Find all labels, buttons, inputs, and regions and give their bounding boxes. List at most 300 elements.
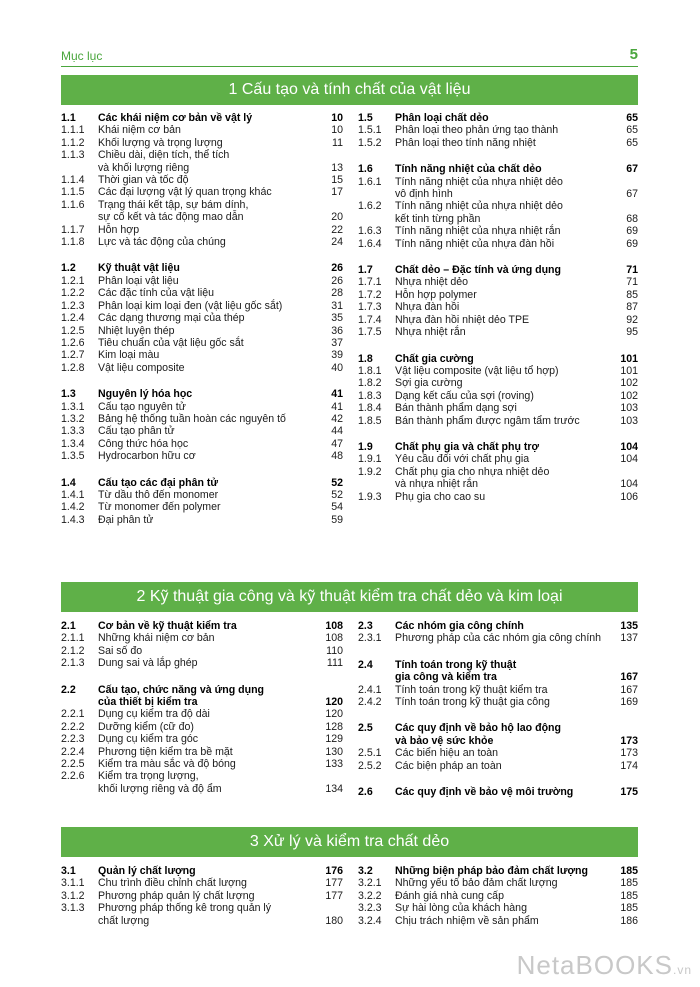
toc-entry-number: 1.7.2 bbox=[358, 288, 382, 301]
toc-entry-page: 67 bbox=[626, 163, 638, 176]
toc-entry bbox=[358, 453, 638, 465]
toc-entry-title: Phương pháp thống kê trong quản lý bbox=[98, 902, 272, 915]
section-3-left-column bbox=[61, 865, 343, 941]
toc-entry-page bbox=[604, 200, 638, 212]
toc-entry-number bbox=[358, 735, 395, 747]
toc-entry-number: 1.9 bbox=[358, 440, 373, 453]
toc-entry-title: Bán thành phẩm được ngâm tẩm trước bbox=[395, 414, 580, 427]
toc-group bbox=[358, 620, 638, 645]
toc-entry-page: 22 bbox=[331, 223, 343, 236]
toc-entry-page: 69 bbox=[626, 225, 638, 238]
toc-entry bbox=[61, 645, 343, 657]
toc-entry-page: 185 bbox=[620, 865, 638, 877]
toc-chapter-heading bbox=[358, 264, 638, 276]
toc-entry bbox=[358, 326, 638, 338]
toc-entry-number: 1.1.4 bbox=[61, 174, 85, 187]
toc-entry-title: Nguyên lý hóa học bbox=[98, 388, 193, 401]
toc-entry-number: 2.2.1 bbox=[61, 708, 85, 721]
toc-entry bbox=[61, 770, 343, 782]
toc-entry-page: 108 bbox=[325, 632, 343, 645]
section-3-banner: 3 Xử lý và kiểm tra chất dẻo bbox=[61, 827, 638, 857]
toc-entry-page: 87 bbox=[626, 301, 638, 314]
toc-entry-number: 2.2.6 bbox=[61, 770, 85, 783]
toc-entry-number: 3.1 bbox=[61, 865, 76, 877]
toc-entry bbox=[61, 325, 343, 337]
toc-entry-number: 1.1.6 bbox=[61, 198, 85, 211]
toc-entry-number bbox=[61, 211, 98, 223]
toc-entry-page: 120 bbox=[325, 708, 343, 721]
toc-entry-page: 65 bbox=[626, 112, 638, 124]
toc-entry-number: 3.2 bbox=[358, 865, 373, 877]
toc-group bbox=[358, 353, 638, 427]
toc-entry-page: 185 bbox=[620, 889, 638, 902]
toc-entry-title: Dạng kết cấu của sợi (roving) bbox=[395, 389, 534, 402]
toc-entry-number: 1.5.1 bbox=[358, 124, 382, 137]
toc-entry-page: 85 bbox=[626, 288, 638, 301]
toc-group bbox=[61, 112, 343, 248]
toc-entry-number: 1.6.4 bbox=[358, 237, 382, 250]
toc-entry bbox=[61, 236, 343, 248]
toc-group bbox=[61, 477, 343, 527]
toc-entry-number bbox=[358, 671, 395, 683]
toc-entry-title: Tính toán trong kỹ thuật gia công bbox=[395, 696, 550, 709]
toc-entry-title: Phân loại vật liệu bbox=[98, 274, 179, 287]
toc-entry-title: Sợi gia cường bbox=[395, 377, 463, 390]
toc-entry bbox=[358, 632, 638, 644]
toc-entry bbox=[358, 478, 638, 490]
section-2-banner: 2 Kỹ thuật gia công và kỹ thuật kiểm tra chất dẻo và kim loại bbox=[61, 582, 638, 612]
toc-entry-title: chất lượng bbox=[98, 914, 150, 927]
toc-entry-number: 1.7.5 bbox=[358, 326, 382, 339]
toc-entry-number bbox=[358, 213, 395, 225]
toc-entry-number: 1.3.2 bbox=[61, 412, 85, 425]
toc-entry-title: Các quy định về bảo hộ lao động bbox=[395, 722, 561, 735]
toc-entry-number: 1.7.1 bbox=[358, 276, 382, 289]
toc-entry-number: 1.6.3 bbox=[358, 225, 382, 238]
toc-entry bbox=[61, 514, 343, 526]
toc-entry-number: 1.4.2 bbox=[61, 501, 85, 514]
toc-entry-title: Cấu tạo phân tử bbox=[98, 425, 175, 438]
toc-entry-number: 1.7.4 bbox=[358, 313, 382, 326]
toc-entry-title: Phân loại chất dẻo bbox=[395, 112, 489, 124]
toc-entry-page: 10 bbox=[331, 112, 343, 124]
toc-entry-page bbox=[309, 199, 343, 211]
toc-entry-page: 111 bbox=[326, 657, 343, 670]
toc-group bbox=[61, 865, 343, 927]
toc-entry-title: Phương pháp của các nhóm gia công chính bbox=[395, 632, 602, 645]
toc-entry-title: Cấu tạo các đại phân tử bbox=[98, 476, 219, 489]
toc-entry-page: 101 bbox=[620, 352, 638, 365]
toc-entry-title: Nhựa nhiệt dẻo bbox=[395, 276, 469, 289]
toc-entry-page: 26 bbox=[331, 262, 343, 275]
toc-entry-title: Tính năng nhiệt của nhựa nhiệt dẻo bbox=[395, 200, 563, 213]
toc-entry-title: Từ monomer đến polymer bbox=[98, 501, 221, 514]
toc-entry-number: 3.2.4 bbox=[358, 914, 382, 927]
toc-entry-page: 11 bbox=[332, 136, 343, 149]
toc-entry-page: 40 bbox=[331, 361, 343, 374]
toc-chapter-heading bbox=[358, 671, 638, 683]
toc-entry bbox=[61, 413, 343, 425]
toc-entry-title: Đại phân tử bbox=[98, 513, 154, 526]
toc-group bbox=[61, 684, 343, 796]
toc-entry-page: 41 bbox=[331, 388, 343, 401]
toc-entry bbox=[358, 213, 638, 225]
toc-entry-title: Cấu tạo, chức năng và ứng dụng bbox=[98, 683, 265, 696]
toc-entry-page: 134 bbox=[325, 782, 343, 795]
toc-entry-number bbox=[61, 915, 98, 927]
toc-entry bbox=[358, 301, 638, 313]
toc-entry-page: 185 bbox=[620, 902, 638, 915]
toc-entry bbox=[358, 276, 638, 288]
toc-entry-number: 1.8.1 bbox=[358, 364, 382, 377]
toc-entry bbox=[61, 300, 343, 312]
toc-entry-page: 69 bbox=[626, 237, 638, 250]
toc-entry bbox=[358, 760, 638, 772]
toc-entry-title: Sự hài lòng của khách hàng bbox=[395, 902, 527, 915]
toc-entry bbox=[61, 721, 343, 733]
toc-group bbox=[61, 388, 343, 462]
toc-entry-number: 1.2.5 bbox=[61, 324, 85, 337]
toc-entry-number: 1.3.4 bbox=[61, 437, 85, 450]
toc-entry-number bbox=[358, 478, 395, 490]
toc-entry-title: Khối lượng và trọng lượng bbox=[98, 136, 223, 149]
toc-chapter-heading bbox=[61, 620, 343, 632]
toc-entry bbox=[358, 365, 638, 377]
toc-entry-page: 180 bbox=[325, 914, 343, 927]
section-3-right-column bbox=[358, 865, 638, 941]
toc-entry-title: Sai số đo bbox=[98, 644, 143, 657]
toc-entry-title: Chiều dài, diện tích, thể tích bbox=[98, 149, 230, 162]
toc-entry-number: 1.9.1 bbox=[358, 453, 382, 466]
toc-entry-number: 1.1.5 bbox=[61, 186, 85, 199]
toc-chapter-heading bbox=[358, 865, 638, 877]
toc-group bbox=[358, 264, 638, 338]
toc-entry-page: 39 bbox=[331, 349, 343, 362]
toc-entry-number: 2.1 bbox=[61, 620, 76, 632]
toc-entry-number: 1.3 bbox=[61, 388, 76, 401]
toc-entry-number: 3.1.1 bbox=[61, 877, 85, 890]
toc-entry-title: Chu trình điều chỉnh chất lượng bbox=[98, 877, 247, 890]
toc-entry-title: Từ dầu thô đến monomer bbox=[98, 488, 219, 501]
toc-entry-page: 59 bbox=[331, 513, 343, 526]
toc-entry-page: 36 bbox=[331, 324, 343, 337]
toc-entry-page: 92 bbox=[626, 313, 638, 326]
toc-entry-page: 104 bbox=[620, 440, 638, 453]
toc-entry bbox=[61, 915, 343, 927]
toc-entry-title: Tính toán trong kỹ thuật bbox=[395, 658, 517, 671]
toc-entry-page: 95 bbox=[626, 326, 638, 339]
toc-entry bbox=[358, 377, 638, 389]
toc-entry-title: vô định hình bbox=[395, 188, 453, 201]
toc-group bbox=[358, 865, 638, 927]
toc-entry-title: Chất gia cường bbox=[395, 352, 474, 365]
toc-entry bbox=[61, 349, 343, 361]
toc-entry-page: 176 bbox=[325, 865, 343, 877]
toc-entry-number: 1.8.5 bbox=[358, 414, 382, 427]
toc-entry-number: 1.7.3 bbox=[358, 301, 382, 314]
toc-entry-title: Hỗn hợp bbox=[98, 223, 140, 236]
toc-entry-title: Chất dẻo – Đặc tính và ứng dụng bbox=[395, 264, 561, 277]
toc-entry-title: Các biển hiệu an toàn bbox=[395, 747, 499, 760]
toc-entry-title: gia công và kiểm tra bbox=[395, 671, 497, 684]
toc-entry-number: 1.2.6 bbox=[61, 336, 85, 349]
toc-entry-title: Bảng hệ thống tuần hoàn các nguyên tố bbox=[98, 412, 286, 425]
toc-entry-number: 1.9.3 bbox=[358, 490, 382, 503]
toc-entry-page: 103 bbox=[620, 414, 638, 427]
toc-entry-number bbox=[61, 162, 98, 174]
toc-entry bbox=[61, 733, 343, 745]
toc-entry-page: 10 bbox=[331, 124, 343, 137]
toc-chapter-heading bbox=[358, 163, 638, 175]
toc-entry-number: 1.2.1 bbox=[61, 274, 85, 287]
toc-entry-title: Phương pháp quản lý chất lượng bbox=[98, 889, 255, 902]
toc-entry-number: 1.3.1 bbox=[61, 400, 85, 413]
toc-entry-page: 35 bbox=[331, 312, 343, 325]
toc-entry-number: 1.6.1 bbox=[358, 175, 382, 188]
toc-entry-page: 108 bbox=[325, 620, 343, 632]
watermark-brand: NetaBOOKS bbox=[516, 950, 673, 980]
toc-entry-page: 65 bbox=[626, 124, 638, 137]
toc-entry-page: 173 bbox=[620, 747, 638, 760]
toc-entry-number: 1.9.2 bbox=[358, 465, 382, 478]
toc-entry-page: 24 bbox=[331, 236, 343, 249]
toc-entry bbox=[358, 200, 638, 212]
toc-entry-page: 71 bbox=[626, 264, 638, 277]
toc-entry-page: 106 bbox=[620, 490, 638, 503]
toc-group bbox=[358, 441, 638, 503]
toc-entry bbox=[358, 915, 638, 927]
toc-entry bbox=[61, 312, 343, 324]
toc-entry-page: 135 bbox=[620, 620, 638, 632]
toc-entry bbox=[358, 124, 638, 136]
toc-entry bbox=[61, 186, 343, 198]
toc-entry bbox=[358, 877, 638, 889]
toc-entry-page: 54 bbox=[331, 501, 343, 514]
section-1-right-column bbox=[358, 112, 638, 517]
toc-entry bbox=[358, 137, 638, 149]
toc-entry-number: 3.2.2 bbox=[358, 889, 382, 902]
toc-entry-number: 1.5 bbox=[358, 112, 373, 124]
toc-entry-number: 2.1.1 bbox=[61, 632, 85, 645]
toc-entry-page: 13 bbox=[331, 161, 343, 174]
toc-entry-number: 2.5 bbox=[358, 722, 373, 735]
toc-entry-page: 41 bbox=[331, 400, 343, 413]
toc-entry-page bbox=[309, 684, 343, 696]
toc-entry bbox=[358, 684, 638, 696]
toc-entry-number: 2.1.3 bbox=[61, 657, 85, 670]
toc-entry-title: và nhựa nhiệt rắn bbox=[395, 478, 479, 491]
toc-group bbox=[358, 786, 638, 798]
toc-entry-title: Các đại lượng vật lý quan trọng khác bbox=[98, 186, 272, 199]
toc-entry-page bbox=[604, 466, 638, 478]
toc-entry-number: 1.4.3 bbox=[61, 513, 85, 526]
toc-entry-title: Vật liệu composite bbox=[98, 361, 185, 374]
toc-entry-title: và khối lượng riêng bbox=[98, 161, 190, 174]
toc-entry-title: Đánh giá nhà cung cấp bbox=[395, 889, 504, 902]
toc-entry-number: 2.2.4 bbox=[61, 745, 85, 758]
toc-entry-number: 1.1.1 bbox=[61, 124, 85, 137]
toc-entry-number bbox=[61, 696, 98, 708]
toc-entry bbox=[61, 149, 343, 161]
toc-chapter-heading bbox=[61, 684, 343, 696]
toc-entry-page: 167 bbox=[620, 683, 638, 696]
toc-entry bbox=[61, 902, 343, 914]
toc-entry bbox=[358, 696, 638, 708]
toc-entry bbox=[61, 174, 343, 186]
toc-entry-page bbox=[604, 659, 638, 671]
toc-entry-title: Các đặc tính của vật liệu bbox=[98, 287, 215, 300]
toc-entry-title: Các dạng thương mại của thép bbox=[98, 312, 245, 325]
toc-entry-title: Các khái niệm cơ bản về vật lý bbox=[98, 112, 253, 124]
toc-entry-number: 1.8.2 bbox=[358, 377, 382, 390]
toc-entry-page: 101 bbox=[620, 364, 638, 377]
toc-entry-number: 1.7 bbox=[358, 264, 373, 277]
toc-entry-title: kết tinh từng phần bbox=[395, 212, 481, 225]
toc-entry-page: 52 bbox=[331, 476, 343, 489]
toc-entry-number: 2.2.2 bbox=[61, 720, 85, 733]
toc-entry-page: 103 bbox=[620, 402, 638, 415]
header-label: Mục lục bbox=[61, 49, 103, 63]
toc-entry-number: 3.2.3 bbox=[358, 902, 382, 915]
toc-entry-page: 67 bbox=[626, 188, 638, 201]
toc-entry-title: Nhựa đàn hồi bbox=[395, 301, 460, 314]
toc-chapter-heading bbox=[358, 659, 638, 671]
toc-entry-page: 186 bbox=[620, 914, 638, 927]
toc-entry bbox=[358, 314, 638, 326]
toc-entry-number: 1.4 bbox=[61, 476, 76, 489]
toc-entry-page: 104 bbox=[620, 478, 638, 491]
toc-entry-title: Quản lý chất lượng bbox=[98, 865, 196, 877]
toc-group bbox=[358, 163, 638, 250]
toc-entry-title: và bảo vệ sức khỏe bbox=[395, 734, 494, 747]
toc-entry-title: Kiểm tra màu sắc và độ bóng bbox=[98, 758, 236, 771]
toc-entry-number: 1.6 bbox=[358, 163, 373, 176]
toc-group bbox=[358, 112, 638, 149]
toc-entry-page: 15 bbox=[331, 174, 343, 187]
toc-entry-page bbox=[604, 722, 638, 734]
toc-chapter-heading bbox=[358, 786, 638, 798]
toc-entry-title: Công thức hóa học bbox=[98, 437, 189, 450]
toc-entry-page: 167 bbox=[620, 671, 638, 684]
toc-chapter-heading bbox=[61, 696, 343, 708]
toc-entry-title: Trạng thái kết tập, sự bám dính, bbox=[98, 198, 249, 211]
toc-chapter-heading bbox=[358, 353, 638, 365]
toc-entry-title: Bán thành phẩm dạng sợi bbox=[395, 402, 517, 415]
toc-entry-title: Những khái niệm cơ bản bbox=[98, 632, 215, 645]
toc-entry bbox=[61, 124, 343, 136]
toc-entry bbox=[358, 188, 638, 200]
toc-entry bbox=[61, 657, 343, 669]
toc-entry-number: 3.1.2 bbox=[61, 889, 85, 902]
toc-entry-page: 65 bbox=[626, 136, 638, 149]
toc-entry-page: 102 bbox=[620, 377, 638, 390]
section-1-left-column bbox=[61, 112, 343, 540]
toc-entry-page: 185 bbox=[620, 877, 638, 890]
toc-entry bbox=[61, 162, 343, 174]
toc-entry-page bbox=[309, 149, 343, 161]
toc-entry bbox=[61, 708, 343, 720]
toc-entry-number: 1.8 bbox=[358, 352, 373, 365]
page-header bbox=[61, 46, 638, 66]
toc-entry-number: 3.2.1 bbox=[358, 877, 382, 890]
toc-chapter-heading bbox=[358, 722, 638, 734]
toc-entry bbox=[61, 287, 343, 299]
toc-entry-page: 47 bbox=[331, 437, 343, 450]
toc-entry-title: Các quy định về bảo vệ môi trường bbox=[395, 786, 574, 799]
toc-entry-number: 2.2 bbox=[61, 683, 76, 696]
toc-entry-title: Dưỡng kiểm (cữ đo) bbox=[98, 720, 194, 733]
toc-entry bbox=[61, 783, 343, 795]
toc-entry-number: 1.6.2 bbox=[358, 200, 382, 213]
toc-entry bbox=[61, 425, 343, 437]
toc-entry-number: 2.4.1 bbox=[358, 683, 382, 696]
toc-entry-number: 1.4.1 bbox=[61, 488, 85, 501]
toc-entry-title: Thời gian và tốc độ bbox=[98, 174, 189, 187]
toc-entry bbox=[61, 438, 343, 450]
toc-chapter-heading bbox=[61, 112, 343, 124]
toc-entry-number: 1.2.7 bbox=[61, 349, 85, 362]
toc-entry-page: 17 bbox=[331, 186, 343, 199]
toc-entry-number: 2.4.2 bbox=[358, 696, 382, 709]
toc-entry bbox=[61, 758, 343, 770]
toc-entry-title: Các biện pháp an toàn bbox=[395, 759, 502, 772]
toc-entry bbox=[358, 390, 638, 402]
toc-entry-number bbox=[358, 188, 395, 200]
toc-entry-title: Chất phụ gia và chất phụ trợ bbox=[395, 440, 540, 453]
toc-group bbox=[358, 722, 638, 772]
toc-entry-title: Kiểm tra trọng lượng, bbox=[98, 770, 199, 783]
toc-entry-title: Chịu trách nhiệm về sản phẩm bbox=[395, 914, 539, 927]
toc-entry-page: 28 bbox=[331, 287, 343, 300]
toc-entry-number: 2.3.1 bbox=[358, 632, 382, 645]
toc-entry bbox=[61, 450, 343, 462]
toc-entry bbox=[61, 199, 343, 211]
toc-entry-title: Yêu cầu đối với chất phụ gia bbox=[395, 453, 530, 466]
toc-entry-page: 120 bbox=[325, 696, 343, 709]
toc-entry-number: 1.2.4 bbox=[61, 312, 85, 325]
toc-entry bbox=[61, 211, 343, 223]
toc-entry-number: 1.5.2 bbox=[358, 136, 382, 149]
watermark-suffix: .vn bbox=[672, 963, 692, 977]
toc-chapter-heading bbox=[358, 620, 638, 632]
toc-entry-page: 177 bbox=[325, 877, 343, 890]
toc-entry-number: 2.1.2 bbox=[61, 644, 85, 657]
toc-entry-number: 2.3 bbox=[358, 620, 373, 632]
toc-entry-number: 2.4 bbox=[358, 658, 373, 671]
toc-entry-page: 110 bbox=[326, 644, 343, 657]
toc-chapter-heading bbox=[358, 441, 638, 453]
toc-chapter-heading bbox=[358, 112, 638, 124]
toc-entry-title: Dụng cụ kiểm tra độ dài bbox=[98, 708, 210, 721]
toc-entry-page: 20 bbox=[331, 211, 343, 224]
toc-entry-title: Tính năng nhiệt của nhựa nhiệt dẻo bbox=[395, 175, 563, 188]
toc-entry-title: khối lượng riêng và độ ẩm bbox=[98, 782, 222, 795]
toc-entry-number: 1.1 bbox=[61, 112, 76, 124]
toc-entry-title: Các nhóm gia công chính bbox=[395, 620, 524, 632]
toc-entry-title: Phụ gia cho cao su bbox=[395, 490, 486, 503]
toc-entry-page: 104 bbox=[620, 453, 638, 466]
watermark-logo bbox=[517, 950, 692, 981]
toc-entry-number: 1.3.5 bbox=[61, 450, 85, 463]
toc-entry bbox=[61, 401, 343, 413]
toc-entry-page: 42 bbox=[331, 412, 343, 425]
toc-entry-title: Tính năng nhiệt của nhựa đàn hồi bbox=[395, 237, 555, 250]
toc-entry-page: 48 bbox=[331, 450, 343, 463]
toc-entry-number: 2.6 bbox=[358, 786, 373, 799]
toc-entry-number: 2.2.3 bbox=[61, 733, 85, 746]
section-1-banner: 1 Cấu tạo và tính chất của vật liệu bbox=[61, 75, 638, 105]
toc-entry-number: 1.8.3 bbox=[358, 389, 382, 402]
